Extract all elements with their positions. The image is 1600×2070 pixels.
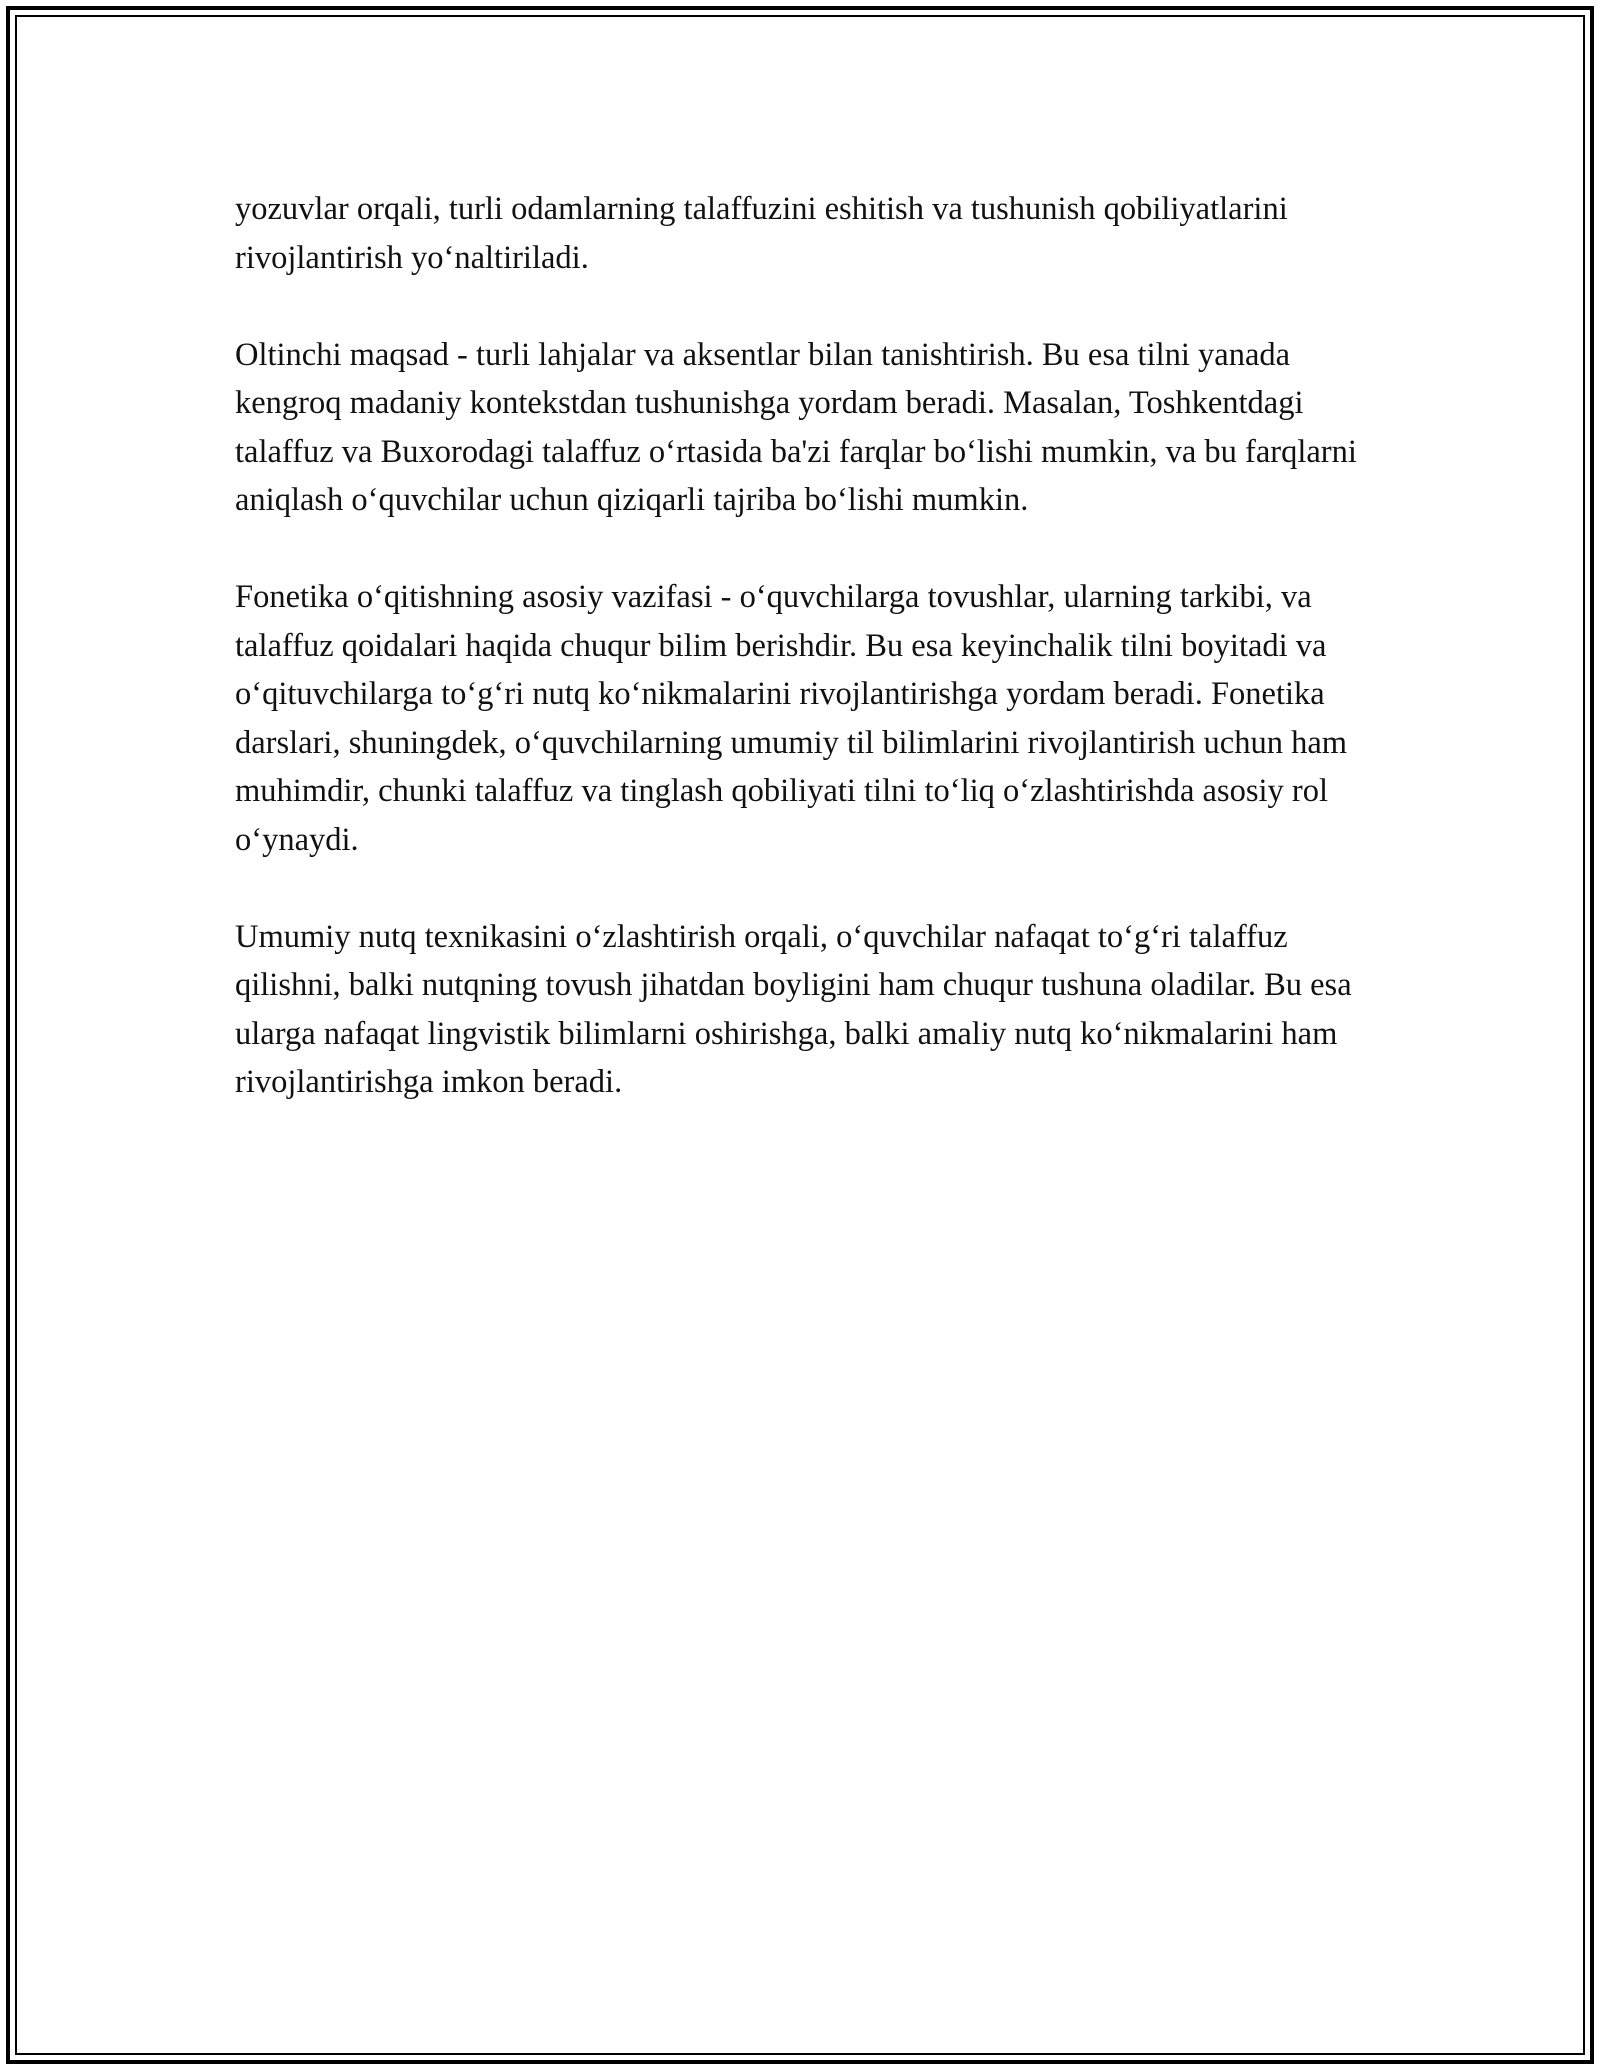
paragraph-2: Oltinchi maqsad - turli lahjalar va aksentlar bilan tanishtirish. Bu esa tilni yanada kengroq madaniy kontekstdan tushunishga yordam beradi. Masalan, Toshkentdagi talaffuz va Buxorodagi talaffuz o‘rtasida ba'zi farqlar bo‘lishi mumkin, va bu farqlarni aniqlash o‘quvchilar uchun qiziqarli tajriba bo‘lishi mumkin. [235,336,1357,518]
document-body [235,185,1385,1107]
paragraph-3: Fonetika o‘qitishning asosiy vazifasi - o‘quvchilarga tovushlar, ularning tarkibi, va talaffuz qoidalari haqida chuqur bilim berishdir. Bu esa keyinchalik tilni boyitadi va o‘qituvchilarga to‘g‘ri nutq ko‘nikmalarini rivojlantirishga yordam beradi. Fonetika darslari, shuningdek, o‘quvchilarning umumiy til bilimlarini rivojlantirish uchun ham muhimdir, chunki talaffuz va tinglash qobiliyati tilni to‘liq o‘zlashtirishda asosiy rol o‘ynaydi. [235,579,1348,858]
paragraph-1: yozuvlar orqali, turli odamlarning talaffuzini eshitish va tushunish qobiliyatlarini rivojlantirish yo‘naltiriladi. [235,191,1288,276]
paragraph-4: Umumiy nutq texnikasini o‘zlashtirish orqali, o‘quvchilar nafaqat to‘g‘ri talaffuz qilishni, balki nutqning tovush jihatdan boyligini ham chuqur tushuna oladilar. Bu esa ularga nafaqat lingvistik bilimlarni oshirishga, balki amaliy nutq ko‘nikmalarini ham rivojlantirishga imkon beradi. [235,918,1352,1100]
